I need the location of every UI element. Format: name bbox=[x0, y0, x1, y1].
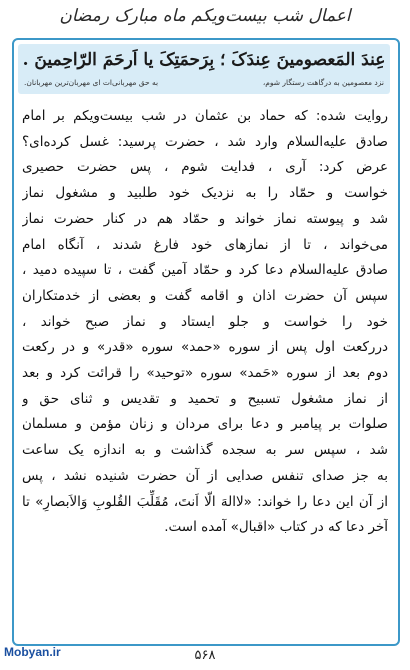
body-line: خود را خواست و جلو ایستاد و نماز صبح خواند ، bbox=[22, 313, 388, 330]
body-line: از نماز مشغول تسبیح و تحمید و تقدیس و ثنای حق و bbox=[22, 390, 388, 407]
verse-translation-left: به حق مهربانی‌ات ای مهربان‌ترین مهربانان. bbox=[24, 78, 159, 87]
body-line: عرض کرد: آری ، فدایت شوم ، پس حضرت حصیری bbox=[22, 159, 388, 176]
body-line: دوم بعد از سوره «حَمد» سوره «توحید» را قرائت کرد و بعد bbox=[22, 365, 388, 382]
body-line: به جز صدای تنفس صدایی از آن حضرت شنیده نشد ، پس bbox=[22, 467, 388, 484]
page-header bbox=[0, 0, 410, 40]
verse-translation-right: نزد معصومین به درگاهت رستگار شوم، bbox=[262, 78, 384, 87]
verse-band bbox=[18, 44, 390, 94]
body-line: از آن این دعا را خواند: «لاالهَ الّا اَنتَ، مُقَلِّبَ القُلوبِ وَالاَبصارِ» تا bbox=[22, 493, 388, 510]
body-line: روایت شده: که حماد بن عثمان در شب بیست‌ویکم بر امام bbox=[22, 108, 388, 124]
body-line: خواست و حمّاد را به نزدیک خود طلبید و مشغول نماز bbox=[22, 185, 388, 202]
body-line: آخر دعا که در کتاب «اقبال» آمده است. bbox=[164, 519, 388, 536]
body-line: دررکعت اول پس از سوره «حمد» سوره «قدر» و در رکعت bbox=[22, 339, 388, 356]
body-line: می‌خواند ، تا از نمازهای خود فارغ شدند ، آنگاه امام bbox=[22, 236, 388, 253]
body-line: شد ، سپس سر به سجده گذاشت و به اندازه یک ساعت bbox=[22, 442, 388, 459]
body-line: شد و پیوسته نماز خواند و حمّاد هم در کنار حضرت نماز bbox=[22, 210, 388, 227]
content-frame bbox=[12, 38, 400, 646]
body-line: سپس آن حضرت اذان و اقامه گفت و بعضی از خدمتکاران bbox=[22, 287, 388, 304]
body-text bbox=[22, 104, 388, 541]
body-line: صلوات بر پیامبر و دعا برای مردان و زنان مؤمن و مسلمان bbox=[22, 416, 388, 433]
page-number: ۵۶۸ bbox=[194, 648, 216, 663]
body-line: صادق علیه‌السلام وارد شد ، حضرت پرسید: غسل کرده‌ای؟ bbox=[22, 133, 388, 150]
verse-arabic-text: عِندَ المَعصومینَ عِندَکَ ؛ بِرَحمَتِکَ یا اَرحَمَ الرّاحِمینَ . bbox=[22, 50, 386, 70]
body-line: صادق علیه‌السلام دعا کرد و حمّاد آمین گفت ، تا سپیده دمید ، bbox=[22, 262, 388, 279]
site-watermark: Mobyan.ir bbox=[4, 645, 61, 659]
page-header-title: اعمال شب بیست‌ویکم ماه مبارک رمضان bbox=[59, 6, 351, 26]
